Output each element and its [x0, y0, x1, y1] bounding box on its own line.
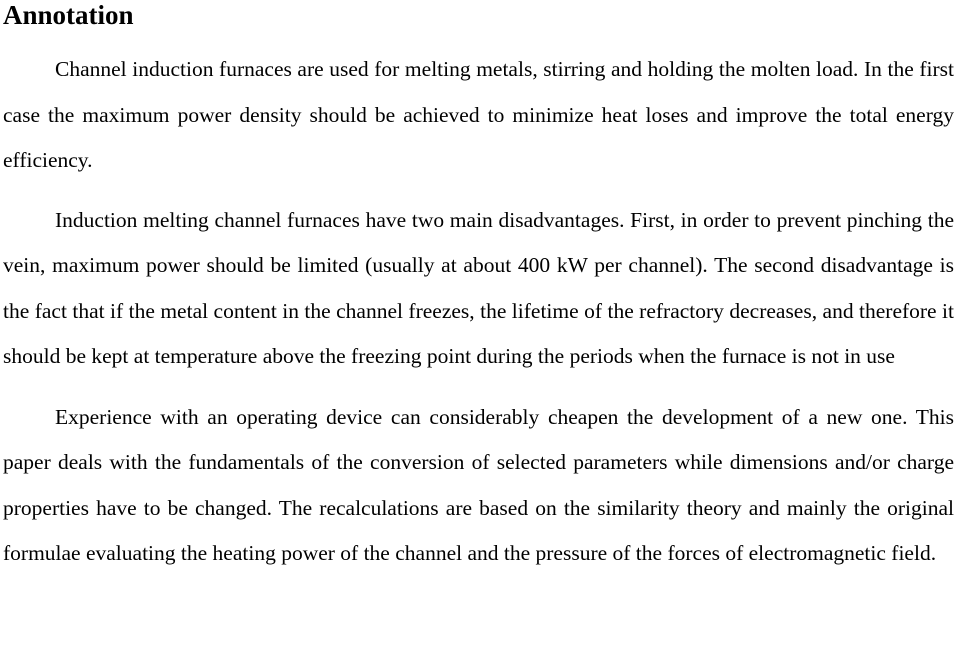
- paragraph-2: Induction melting channel furnaces have two main disadvantages. First, in order to prevent pinching the vein, maximum power should be limited (usually at about 400 kW per channel). The second disadvantage is the fact that if the metal content in the channel freezes, the lifetime of the refractory decreases, and therefore it should be kept at temperature above the freezing point during the periods when the furnace is not in use: [3, 207, 954, 368]
- paragraph-1: Channel induction furnaces are used for melting metals, stirring and holding the molten load. In the first case the maximum power density should be achieved to minimize heat loses and improve the total energy efficiency.: [3, 57, 954, 172]
- paragraph-3: Experience with an operating device can considerably cheapen the development of a new one. This paper deals with the fundamentals of the conversion of selected parameters while dimensions and/or charge properties have to be changed. The recalculations are based on the similarity theory and mainly the original formulae evaluating the heating power of the channel and the pressure of the forces of electromagnetic field.: [3, 404, 954, 565]
- section-heading: Annotation: [3, 0, 134, 30]
